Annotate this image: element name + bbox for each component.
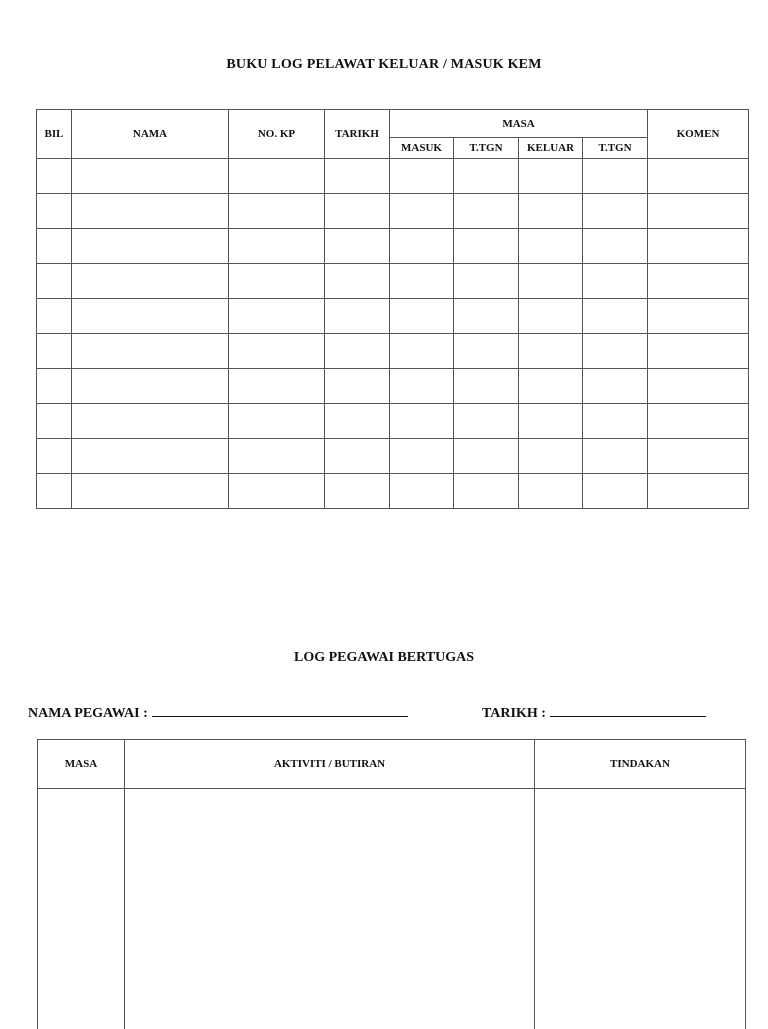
table-cell[interactable] — [648, 439, 749, 474]
table-cell[interactable] — [229, 264, 325, 299]
table-cell[interactable] — [583, 159, 648, 194]
header-tarikh: TARIKH — [325, 110, 390, 159]
table-row — [37, 229, 749, 264]
table-cell[interactable] — [583, 334, 648, 369]
header-masa: MASA — [390, 110, 648, 138]
table-cell[interactable] — [325, 334, 390, 369]
duty-header-masa: MASA — [38, 740, 125, 789]
table-cell[interactable] — [454, 264, 519, 299]
table-cell[interactable] — [390, 229, 454, 264]
table-cell[interactable] — [325, 229, 390, 264]
table-cell[interactable] — [229, 299, 325, 334]
table-cell[interactable] — [390, 474, 454, 509]
table-cell[interactable] — [454, 299, 519, 334]
table-cell[interactable] — [454, 404, 519, 439]
table-cell[interactable] — [325, 299, 390, 334]
duty-header-tindakan: TINDAKAN — [535, 740, 746, 789]
table-cell[interactable] — [390, 159, 454, 194]
table-cell[interactable] — [583, 229, 648, 264]
header-ttgn-in: T.TGN — [454, 138, 519, 159]
table-cell[interactable] — [72, 159, 229, 194]
table-cell[interactable] — [583, 404, 648, 439]
table-cell[interactable] — [519, 404, 583, 439]
table-cell[interactable] — [648, 474, 749, 509]
table-cell[interactable] — [325, 439, 390, 474]
table-cell[interactable] — [454, 474, 519, 509]
visitor-log-title: BUKU LOG PELAWAT KELUAR / MASUK KEM — [0, 57, 768, 73]
table-cell[interactable] — [325, 194, 390, 229]
table-cell[interactable] — [37, 194, 72, 229]
table-cell[interactable] — [583, 264, 648, 299]
table-cell[interactable] — [72, 369, 229, 404]
table-cell[interactable] — [454, 159, 519, 194]
table-cell[interactable] — [648, 334, 749, 369]
table-cell[interactable] — [37, 299, 72, 334]
table-cell[interactable] — [72, 334, 229, 369]
duty-cell-aktiviti[interactable] — [125, 789, 535, 1029]
table-cell[interactable] — [72, 439, 229, 474]
duty-cell-masa[interactable] — [38, 789, 125, 1029]
visitor-log-table — [36, 109, 749, 509]
table-cell[interactable] — [519, 194, 583, 229]
table-cell[interactable] — [390, 194, 454, 229]
duty-cell-tindakan[interactable] — [535, 789, 746, 1029]
nama-pegawai-label: NAMA PEGAWAI : — [28, 706, 148, 721]
table-cell[interactable] — [72, 264, 229, 299]
table-cell[interactable] — [648, 264, 749, 299]
table-cell[interactable] — [583, 439, 648, 474]
header-no-kp: NO. KP — [229, 110, 325, 159]
table-cell[interactable] — [583, 474, 648, 509]
table-cell[interactable] — [454, 334, 519, 369]
duty-log-title: LOG PEGAWAI BERTUGAS — [0, 650, 768, 666]
table-cell[interactable] — [390, 299, 454, 334]
table-cell[interactable] — [390, 369, 454, 404]
table-cell[interactable] — [72, 474, 229, 509]
tarikh-blank[interactable] — [550, 704, 706, 717]
duty-body-row — [38, 789, 746, 1029]
table-cell[interactable] — [390, 404, 454, 439]
table-cell[interactable] — [72, 404, 229, 439]
table-cell[interactable] — [648, 404, 749, 439]
tarikh-label: TARIKH : — [482, 706, 546, 721]
header-komen: KOMEN — [648, 110, 749, 159]
table-row — [37, 159, 749, 194]
header-bil: BIL — [37, 110, 72, 159]
table-cell[interactable] — [229, 159, 325, 194]
table-cell[interactable] — [37, 404, 72, 439]
table-cell[interactable] — [648, 194, 749, 229]
table-cell[interactable] — [583, 299, 648, 334]
table-cell[interactable] — [325, 474, 390, 509]
table-cell[interactable] — [325, 404, 390, 439]
table-cell[interactable] — [37, 334, 72, 369]
table-cell[interactable] — [519, 264, 583, 299]
table-cell[interactable] — [519, 159, 583, 194]
table-cell[interactable] — [72, 229, 229, 264]
table-cell[interactable] — [583, 194, 648, 229]
table-cell[interactable] — [229, 229, 325, 264]
table-cell[interactable] — [648, 229, 749, 264]
table-row — [37, 404, 749, 439]
table-row — [37, 334, 749, 369]
table-cell[interactable] — [390, 264, 454, 299]
tarikh-field — [482, 704, 706, 722]
table-cell[interactable] — [519, 474, 583, 509]
table-row — [37, 474, 749, 509]
table-cell[interactable] — [390, 334, 454, 369]
table-cell[interactable] — [648, 369, 749, 404]
table-cell[interactable] — [325, 159, 390, 194]
table-cell[interactable] — [519, 369, 583, 404]
table-cell[interactable] — [519, 334, 583, 369]
nama-pegawai-blank[interactable] — [152, 704, 408, 717]
duty-header-row — [38, 740, 746, 789]
table-cell[interactable] — [37, 159, 72, 194]
table-row — [37, 299, 749, 334]
header-keluar: KELUAR — [519, 138, 583, 159]
table-cell[interactable] — [519, 299, 583, 334]
table-cell[interactable] — [37, 264, 72, 299]
table-cell[interactable] — [72, 299, 229, 334]
table-cell[interactable] — [325, 264, 390, 299]
nama-pegawai-field — [28, 704, 408, 722]
table-cell[interactable] — [72, 194, 229, 229]
table-cell[interactable] — [229, 404, 325, 439]
table-cell[interactable] — [229, 334, 325, 369]
table-cell[interactable] — [325, 369, 390, 404]
table-cell[interactable] — [229, 439, 325, 474]
header-nama: NAMA — [72, 110, 229, 159]
table-cell[interactable] — [519, 229, 583, 264]
table-cell[interactable] — [454, 369, 519, 404]
duty-header-aktiviti: AKTIVITI / BUTIRAN — [125, 740, 535, 789]
table-cell[interactable] — [37, 369, 72, 404]
table-row — [37, 369, 749, 404]
table-cell[interactable] — [583, 369, 648, 404]
table-cell[interactable] — [37, 474, 72, 509]
visitor-log-body — [37, 159, 749, 509]
table-cell[interactable] — [229, 369, 325, 404]
table-row — [37, 194, 749, 229]
header-row-top — [37, 110, 749, 138]
duty-log-table — [37, 739, 746, 1029]
table-cell[interactable] — [229, 474, 325, 509]
table-cell[interactable] — [454, 229, 519, 264]
table-row — [37, 439, 749, 474]
header-ttgn-out: T.TGN — [583, 138, 648, 159]
table-cell[interactable] — [390, 439, 454, 474]
table-cell[interactable] — [229, 194, 325, 229]
table-cell[interactable] — [648, 159, 749, 194]
table-cell[interactable] — [519, 439, 583, 474]
table-cell[interactable] — [648, 299, 749, 334]
table-row — [37, 264, 749, 299]
table-cell[interactable] — [454, 439, 519, 474]
header-masuk: MASUK — [390, 138, 454, 159]
table-cell[interactable] — [37, 439, 72, 474]
table-cell[interactable] — [454, 194, 519, 229]
table-cell[interactable] — [37, 229, 72, 264]
